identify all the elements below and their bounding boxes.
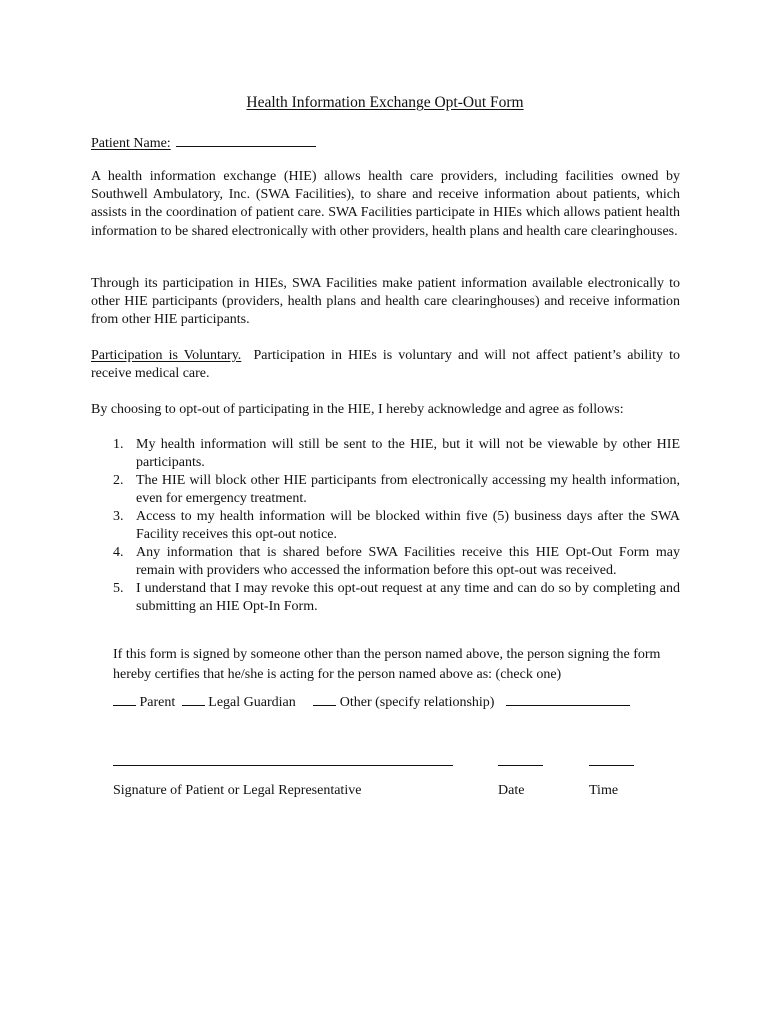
participation-paragraph: Through its participation in HIEs, SWA Facilities make patient information available electronically to other HIE participants (providers, health plans and health care clearinghouses) and receive information from other HIE participants. xyxy=(91,276,680,328)
list-item-number: 5. xyxy=(113,581,124,596)
time-line[interactable] xyxy=(589,765,634,766)
signature-label: Signature of Patient or Legal Representative xyxy=(113,783,362,798)
list-item-number: 1. xyxy=(113,437,124,452)
list-item-text: The HIE will block other HIE participants from electronically accessing my health information, even for emergency treatment. xyxy=(136,473,680,506)
list-item xyxy=(113,472,680,508)
list-item-number: 2. xyxy=(113,473,124,488)
list-item xyxy=(113,436,680,472)
relationship-options xyxy=(113,693,680,711)
list-item xyxy=(113,580,680,616)
date-label: Date xyxy=(498,783,525,798)
patient-name-field[interactable] xyxy=(176,133,316,147)
signature-line[interactable] xyxy=(113,765,453,766)
parent-option-label: Parent xyxy=(139,695,176,710)
certification-text: If this form is signed by someone other than the person named above, the person signing the form hereby certifies that he/she is acting for the person named above as: (check one) xyxy=(113,647,661,682)
list-item-number: 4. xyxy=(113,545,124,560)
patient-name-label: Patient Name: xyxy=(91,136,171,151)
list-item xyxy=(113,508,680,544)
voluntary-paragraph xyxy=(91,347,684,383)
list-item-text: I understand that I may revoke this opt-out request at any time and can do so by completing and submitting an HIE Opt-In Form. xyxy=(136,581,680,614)
date-line[interactable] xyxy=(498,765,543,766)
list-item-text: Access to my health information will be blocked within five (5) business days after the SWA Facility receives this opt-out notice. xyxy=(136,509,680,542)
time-label: Time xyxy=(589,783,619,798)
parent-checkbox[interactable] xyxy=(113,693,136,706)
list-item-text: Any information that is shared before SWA Facilities receive this HIE Opt-Out Form may remain with providers who accessed the information before this opt-out was received. xyxy=(136,545,680,578)
form-title: Health Information Exchange Opt-Out Form xyxy=(246,94,524,111)
voluntary-text: Participation in HIEs is voluntary and will not affect patient’s ability to receive medical care. xyxy=(91,348,684,382)
patient-name-row xyxy=(91,133,316,152)
legal-guardian-checkbox[interactable] xyxy=(182,693,205,706)
voluntary-heading: Participation is Voluntary. xyxy=(91,348,242,363)
relationship-specify-field[interactable] xyxy=(506,693,630,706)
hie-description-paragraph: A health information exchange (HIE) allows health care providers, including facilities owned by Southwell Ambulatory, Inc. (SWA Facilities), to share and receive information about patients, which assists in the coordination of patient care. SWA Facilities participate in HIEs which allows patient health information to be shared electronically with other providers, health plans and health care clearinghouses. xyxy=(91,169,680,239)
list-item-text: My health information will still be sent to the HIE, but it will not be viewable by other HIE participants. xyxy=(136,437,680,470)
other-checkbox[interactable] xyxy=(313,693,336,706)
acknowledgement-list xyxy=(113,436,680,616)
legal-guardian-option-label: Legal Guardian xyxy=(208,695,296,710)
list-item-number: 3. xyxy=(113,509,124,524)
list-item xyxy=(113,544,680,580)
other-option-label: Other (specify relationship) xyxy=(339,695,495,710)
acknowledgement-intro: By choosing to opt-out of participating in the HIE, I hereby acknowledge and agree as follows: xyxy=(91,402,624,417)
